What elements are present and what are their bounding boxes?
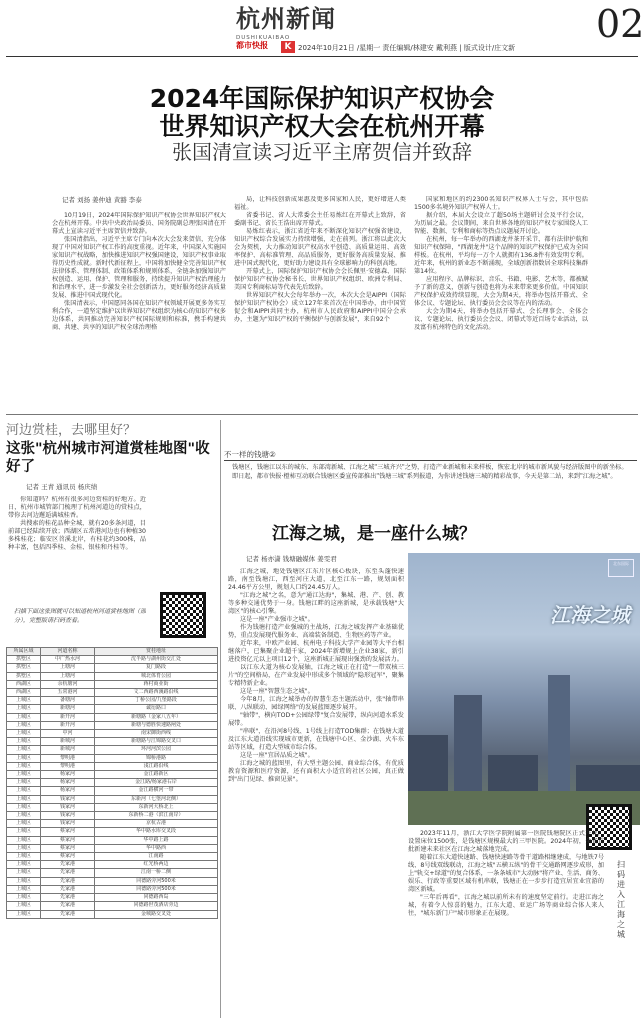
paragraph: 应用程序、品牌标识、音乐、书籍、电影、艺术等，都被赋予了新的意义，创新与创造也将为未来带来更多价值。中国知识产权保护成效持续显现，大会为期4天，将举办包括开幕式、全体会议、专题论坛、执行委员会会议等在内的活动。 <box>414 276 588 307</box>
table-cell: 江南路 <box>95 853 218 861</box>
table-cell: 上城区 <box>7 762 41 770</box>
river-qr-code[interactable] <box>160 592 210 642</box>
table-cell: 东新河（七堡河北侧） <box>95 795 218 803</box>
paragraph: 共搜索的桂花品种全城，就有20多条河道，目前部已经陆续开放；西湖区五常港河边也有种植30多株桂花；临安区苕溪北岸，有桂花约300株，品种丰富，包括四季桂、金桂、银桂和丹桂等。 <box>8 520 146 551</box>
table-header: 河道名称 <box>41 648 95 656</box>
table-cell: 先家港 <box>41 861 95 869</box>
table-cell: 钱家河 <box>41 820 95 828</box>
table-cell: 复门路段 <box>95 664 218 672</box>
lead-column-2 <box>234 196 406 407</box>
paragraph: 2023年11月，浙江大学医学院附属第一医院钱塘院区正式开业，设置床位1500张，是钱塘区规模最大的三甲医院。2024年初，全省首批新建未来社区在江海之城落地完成。 <box>408 830 604 853</box>
table-cell: 西湖区 <box>7 689 41 697</box>
table-row <box>7 672 218 680</box>
table-row <box>7 853 218 861</box>
river-table <box>6 647 218 919</box>
table-row <box>7 910 218 918</box>
table-row <box>7 656 218 664</box>
table-cell: 先家港 <box>41 894 95 902</box>
paragraph: 江海之城的蓝图里，有大型主题公园、商业综合体，有优质教育资源和医疗资源，还有面积大小适宜的社区公园，真正做到"出门见绿、推窗见景"。 <box>228 760 404 783</box>
paragraph: 世界知识产权大会每年举办一次，本次大会是AIPPI（国际保护知识产权协会）成立127年来首次在中国举办，由中国贸促会和AIPPI共同主办，杭州市人民政府和AIPPI中国分会承办，主题为"知识产权的平衡保护与创新发展"，来自92个 <box>234 292 406 323</box>
table-row <box>7 713 218 721</box>
table-cell: 江南一桥二侧 <box>95 869 218 877</box>
table-cell: 杨家河 <box>41 787 95 795</box>
table-cell: 上城区 <box>7 754 41 762</box>
table-row <box>7 705 218 713</box>
table-cell: 先家港 <box>41 869 95 877</box>
table-cell: 文二西路西溪路沿线 <box>95 689 218 697</box>
table-cell: 备塘河 <box>41 697 95 705</box>
table-row <box>7 803 218 811</box>
table-cell: 杨家河 <box>41 779 95 787</box>
paragraph: 在杭州，每一年举办的西湖龙井茶开采节、都有法律护航和知识产权保障，"西湖龙井"这个品牌的知识产权保护已成为全国样板。在杭州，平均每一万个人就拥有136.8件有效发明专利。近年来，杭州的新业态不断涌现，全域创新指数居全球科技集群第14位。 <box>414 236 588 275</box>
table-row <box>7 779 218 787</box>
paragraph: 省委书记、省人大常委会主任易炼红在开幕式上致辞，省委副书记、省长王浩出席开幕式。 <box>234 212 406 227</box>
table-cell: 先家港 <box>41 902 95 910</box>
table-cell: 新塘路与江锦路交叉口 <box>95 738 218 746</box>
paragraph: 你知道吗？杭州有很多河边赏桂的好地方。近日，杭州市城管部门梳理了杭州河道边的赏桂点，带你去河边邂逅满城桂香。 <box>8 496 146 519</box>
paragraph: 这是一座"产业强市之城"。 <box>240 616 314 623</box>
table-row <box>7 738 218 746</box>
table-cell: 诚衍路口 <box>95 705 218 713</box>
table-cell: 金江路新区 <box>95 771 218 779</box>
table-row <box>7 787 218 795</box>
table-cell: 蔡家河 <box>41 828 95 836</box>
jianghai-byline: 记者 杨亦潇 钱塘融媒体 姜雯君 <box>246 555 337 563</box>
paragraph: 作为钱塘打造产业强城的主战场，江海之城发挥产业基础优势，重点发展现代服务业、高端装备制造、生物医药等产业。 <box>228 624 404 639</box>
table-cell: 蒋村商业街 <box>95 680 218 688</box>
table-cell: 华中路水库交叉段 <box>95 828 218 836</box>
table-cell: 新开河 <box>41 721 95 729</box>
table-cell: 先家港 <box>41 910 95 918</box>
table-row <box>7 754 218 762</box>
masthead-pinyin: DUSHIKUAIBAO <box>236 35 291 41</box>
table-cell: 浅江路沿线 <box>95 762 218 770</box>
table-cell: 锦桥港路 <box>95 754 218 762</box>
table-cell: 蔡家河 <box>41 836 95 844</box>
table-cell: 京杭古港 <box>95 820 218 828</box>
jianghai-qr-label: 扫码进入江海之城 <box>617 860 625 939</box>
table-cell: 中广热水河 <box>41 656 95 664</box>
table-cell: 金城路交叉处 <box>95 910 218 918</box>
page-number: 02 <box>596 2 644 46</box>
paragraph: 近年来，中欧产业园、杭州电子科技大学产业园等大平台相继落户，已集聚企业超千家，2024年新增规上企业38家，新引进投资亿元以上项目12个，这座新城正展现出强劲的发展活力。 <box>228 640 404 663</box>
table-row <box>7 869 218 877</box>
table-cell: 上城区 <box>7 795 41 803</box>
table-cell: 同德路旁河500米 <box>95 877 218 885</box>
paragraph: 张国清指出，习近平主席专门向本次大会发来贺信，充分体现了中国对知识产权工作的高度重视。近年来，中国深入实施国家知识产权战略，加快推进知识产权强国建设，知识产权事业取得历史性成就。新时代新征程上，中国将加快健全完善知识产权法律体系、管理体制、政策体系和规则体系，全链条加强知识产权创造、运用、保护、管理和服务，持续提升知识产权治理能力和治理水平，进一步激发全社会创新活力，更好服务经济高质量发展、推进中国式现代化。 <box>52 236 226 299</box>
paragraph: 据介绍，本届大会设立了超50场主题研讨会及平行会议，为历届之最。会议期间，来自世界各地的知识产权专家围绕人工智能、数据、专利和商标等热点议题展开讨论。 <box>414 212 588 235</box>
river-title: 这张"杭州城市河道赏桂地图"收好了 <box>6 441 210 475</box>
table-row <box>7 730 218 738</box>
paragraph: 这是一座"宜居品质之城"。 <box>240 752 314 759</box>
river-table-wrap <box>6 647 218 919</box>
table-header: 赏桂地址 <box>95 648 218 656</box>
table-cell: 上城区 <box>7 820 41 828</box>
table-cell: 黎明港 <box>41 754 95 762</box>
table-cell: 新城河 <box>41 746 95 754</box>
river-body <box>8 496 146 604</box>
table-row <box>7 689 218 697</box>
paragraph: "江海之城"之名，意为"通江达海"，集城、港、产、创、教等多种交通优势于一身。钱塘江畔的这座新城，是承载钱塘"大湾区"的核心引擎。 <box>228 592 404 615</box>
lead-subheadline: 张国清宣读习近平主席贺信并致辞 <box>172 140 472 164</box>
qr-code-icon <box>160 592 206 638</box>
table-cell: 上城区 <box>7 853 41 861</box>
paragraph: 易炼红表示，浙江省近年来不断深化知识产权强省建设，知识产权综合发展实力持续增强，走在前列。浙江将以此次大会为契机，大力推动知识产权高水平创造、高质量运用、高效率保护、高标准管理、高品质服务，更好服务高质量发展、推进中国式现代化，更好助力建设具有全球影响力的科创高地。 <box>234 228 406 267</box>
table-cell: 余杭塘河 <box>41 680 95 688</box>
paragraph: 局，让科技创新成果惠及更多国家和人民，更好增进人类福祉。 <box>234 196 406 211</box>
table-cell: 华中路上路 <box>95 836 218 844</box>
paragraph: 大会为期4天，将举办包括开幕式、会长理事会、全体会议、专题论坛、执行委员会会议、闭幕式等近百场专业活动，以及富有杭州特色的文化活动。 <box>414 308 588 331</box>
table-cell: 黎明港 <box>41 762 95 770</box>
table-cell: 上城区 <box>7 771 41 779</box>
paragraph: "轴带"，横向TOD+公园绿带"复合发展带，纵向河道水系发展带。 <box>228 712 404 727</box>
table-row <box>7 771 218 779</box>
masthead-title: 杭州新闻 <box>236 4 336 33</box>
section-divider <box>6 414 638 415</box>
table-cell: 上城区 <box>7 877 41 885</box>
table-cell: 上城区 <box>7 812 41 820</box>
table-cell: 上城区 <box>7 885 41 893</box>
table-cell: 东新桥二港（滨江南岸） <box>95 812 218 820</box>
table-cell: 上城区 <box>7 705 41 713</box>
table-cell: 同德路世茂酒店旁边 <box>95 902 218 910</box>
table-cell: 金江路/杨家港右岸 <box>95 779 218 787</box>
paragraph: 随着江东大道快速路、钱塘快速路等骨干道路相继建成，与地铁7号线、8号线双线联动，江海之城"五横五纵"的骨干交通路网逐步成形，加上"轨交+绿道"的复合体系，一条条城市"大动脉"将产业、生活、商务、娱乐、行政等重要区域有机串联，钱塘正在一步步打造宜居宜业宜游的湾区新城。 <box>408 854 604 893</box>
paragraph: "三年后再看"，江海之城以前所未有的速度坚定前行。走进江海之城，有着令人惊喜的魅力，江东大道、亚运广场等商业综合体人来人往，"城东新门户"城市形象正在展现。 <box>408 894 604 917</box>
table-cell: 拱墅区 <box>7 656 41 664</box>
logo-mark-icon: K <box>281 41 295 53</box>
masthead-rule <box>6 56 638 57</box>
table-cell: 新塘河 <box>41 705 95 713</box>
river-qr-note: 扫描下面这张图就可以知道杭州河道赏桂地图（部分），完整版请扫码查看。 <box>14 608 146 624</box>
table-cell: 上塘河 <box>41 672 95 680</box>
table-cell: 上城区 <box>7 779 41 787</box>
table-cell: 上城区 <box>7 902 41 910</box>
table-cell: 上城区 <box>7 828 41 836</box>
table-row <box>7 877 218 885</box>
table-cell: 先家港 <box>41 885 95 893</box>
photo-stamp: 北东国际 <box>608 559 634 577</box>
paragraph: 开幕式上，国际保护知识产权协会会长佩里·安德森、国际保护知识产权协会秘书长、世界知识产权组织、欧洲专利局、美国专利商标局等代表先后致辞。 <box>234 268 406 291</box>
table-cell: 拱墅区 <box>7 672 41 680</box>
table-cell: 上塘河 <box>41 664 95 672</box>
lead-headline-line2: 世界知识产权大会在杭州开幕 <box>159 112 485 141</box>
table-cell: 先家港 <box>41 877 95 885</box>
table-row <box>7 836 218 844</box>
table-row <box>7 697 218 705</box>
table-cell: 华中路西 <box>95 844 218 852</box>
table-row <box>7 902 218 910</box>
table-cell: 五常港河 <box>41 689 95 697</box>
table-cell: 上城区 <box>7 746 41 754</box>
table-row <box>7 844 218 852</box>
table-header: 所属区域 <box>7 648 41 656</box>
table-cell: 钱家河 <box>41 812 95 820</box>
series-lead: 钱塘区，钱塘江以东的城东、东部湾新城、江海之城"三城齐兴"之势，打造产业新城和未来样板，恢宏北岸的城市新风貌与经济版图中的新坐标。即日起，都市快报·橙柿互动联合钱塘区委宣传部推出"钱塘三城"系列报道，为你讲述钱塘三城的精彩故事，今天是第二站，来到"江海之城"。 <box>232 464 628 480</box>
table-row <box>7 746 218 754</box>
column-divider <box>220 420 221 1018</box>
table-cell: 同德路旁河500米 <box>95 885 218 893</box>
river-byline: 记者 王青 通讯员 杨庆绩 <box>26 483 98 491</box>
table-row <box>7 680 218 688</box>
table-cell: 钱家河 <box>41 795 95 803</box>
table-cell: 新塘与德胜快速路闸处 <box>95 721 218 729</box>
table-cell: 蔡家河 <box>41 853 95 861</box>
table-cell: 上城区 <box>7 738 41 746</box>
table-cell: 沈半路与湖州街交汇处 <box>95 656 218 664</box>
table-cell: 上城区 <box>7 721 41 729</box>
table-cell: 上城区 <box>7 836 41 844</box>
river-kicker: 河边赏桂，去哪里好？ <box>6 423 137 438</box>
table-row <box>7 894 218 902</box>
lead-column-3 <box>414 196 588 407</box>
table-cell: 拱墅区 <box>7 664 41 672</box>
dateline: 2024年10月21日 /星期一 责任编辑/林建安 戴利燕 | 版式设计/庄文新 <box>298 44 516 52</box>
table-cell: 新开河 <box>41 713 95 721</box>
table-cell: 上城区 <box>7 730 41 738</box>
paragraph: 今年8月，江海之城举办的智慧生态主题活动中，张"轴带串联、八纵联动、园绿网络"的发展蓝图逐步展开。 <box>228 696 404 711</box>
paragraph: 以江东大道为核心发展轴，江海之城正在打造"一带双核三片"的空间格局，在产业发展中形成多个领域的"隐形冠军"，聚集专精特新企业。 <box>228 664 404 687</box>
table-row <box>7 820 218 828</box>
table-cell: 中河 <box>41 730 95 738</box>
table-row <box>7 762 218 770</box>
table-cell: 西湖区 <box>7 680 41 688</box>
table-row <box>7 861 218 869</box>
paragraph: 张国清表示，中国愿同各国在知识产权领域开展更多务实互利合作，一道坚定维护以世界知识产权组织为核心的知识产权多边体系，共同推动完善知识产权国际规则和标准，携手构建共商、共建、共享的知识产权全球治理格 <box>52 300 226 331</box>
paragraph: 这是一座"智慧生态之城"。 <box>240 688 314 695</box>
table-row <box>7 828 218 836</box>
table-cell: 上城区 <box>7 697 41 705</box>
lead-byline: 记者 刘扬 姜仲迪 黄豁 李泰 <box>62 196 142 204</box>
jianghai-title: 江海之城，是一座什么城？ <box>272 524 476 544</box>
lead-column-1 <box>52 212 226 407</box>
paragraph: "串联"，在沿河8号线、1号线上打造TOD集群；在钱塘大道及江东大道沿线实现城市更新，在钱塘中心区、金沙湖、火车东站等区域，打造大型城市综合体。 <box>228 728 404 751</box>
photo-caption: 江海之城 <box>550 603 630 627</box>
table-cell: 上城区 <box>7 910 41 918</box>
paragraph: 国家和地区的约2300名知识产权界人士与会，其中包括1500多名境外知识产权界人士。 <box>414 196 588 211</box>
table-cell: 东新河大桥北上 <box>95 803 218 811</box>
table-cell: 蔡家河 <box>41 844 95 852</box>
table-cell: 上城区 <box>7 787 41 795</box>
table-cell: 金江路横河一带 <box>95 787 218 795</box>
series-rule <box>224 460 637 461</box>
table-cell: 红光桥两边 <box>95 861 218 869</box>
newspaper-logo: 都市快报 <box>236 41 268 50</box>
table-cell: 上城区 <box>7 713 41 721</box>
paragraph: 10月19日，2024年国际保护知识产权协会世界知识产权大会在杭州开幕。中共中央政治局委员、国务院副总理张国清在开幕式上宣读习近平主席贺信并致辞。 <box>52 212 226 235</box>
table-cell: 上城区 <box>7 861 41 869</box>
table-cell: 杨家河 <box>41 771 95 779</box>
jianghai-column-2 <box>408 830 604 1018</box>
table-row <box>7 721 218 729</box>
table-cell: 上城区 <box>7 844 41 852</box>
table-cell: 丁桥公园/九堡路段 <box>95 697 218 705</box>
table-cell: 新塘路（金家八五年） <box>95 713 218 721</box>
table-row <box>7 795 218 803</box>
table-cell: 南宋御街西线 <box>95 730 218 738</box>
jianghai-column-1 <box>228 568 404 1016</box>
table-row <box>7 885 218 893</box>
paragraph: 江海之城，地处钱塘区江东片区核心板块，东至头蓬快速路，南至钱塘江，西至河庄大道，北至江东一路，规划面积24.46平方公里，规划人口约24.45万人。 <box>228 568 404 591</box>
jianghai-photo <box>408 553 640 825</box>
table-cell: 上城区 <box>7 803 41 811</box>
table-cell: 钱家河 <box>41 803 95 811</box>
table-cell: 上城区 <box>7 869 41 877</box>
table-cell: 新城河 <box>41 738 95 746</box>
series-tag: 不一样的钱塘② <box>224 450 276 459</box>
table-cell: 上城区 <box>7 894 41 902</box>
table-cell: 环河河滨公园 <box>95 746 218 754</box>
table-cell: 城北体育公园 <box>95 672 218 680</box>
lead-headline-line1: 2024年国际保护知识产权协会 <box>149 84 495 113</box>
table-cell: 同德路西岛 <box>95 894 218 902</box>
table-row <box>7 664 218 672</box>
table-row <box>7 812 218 820</box>
